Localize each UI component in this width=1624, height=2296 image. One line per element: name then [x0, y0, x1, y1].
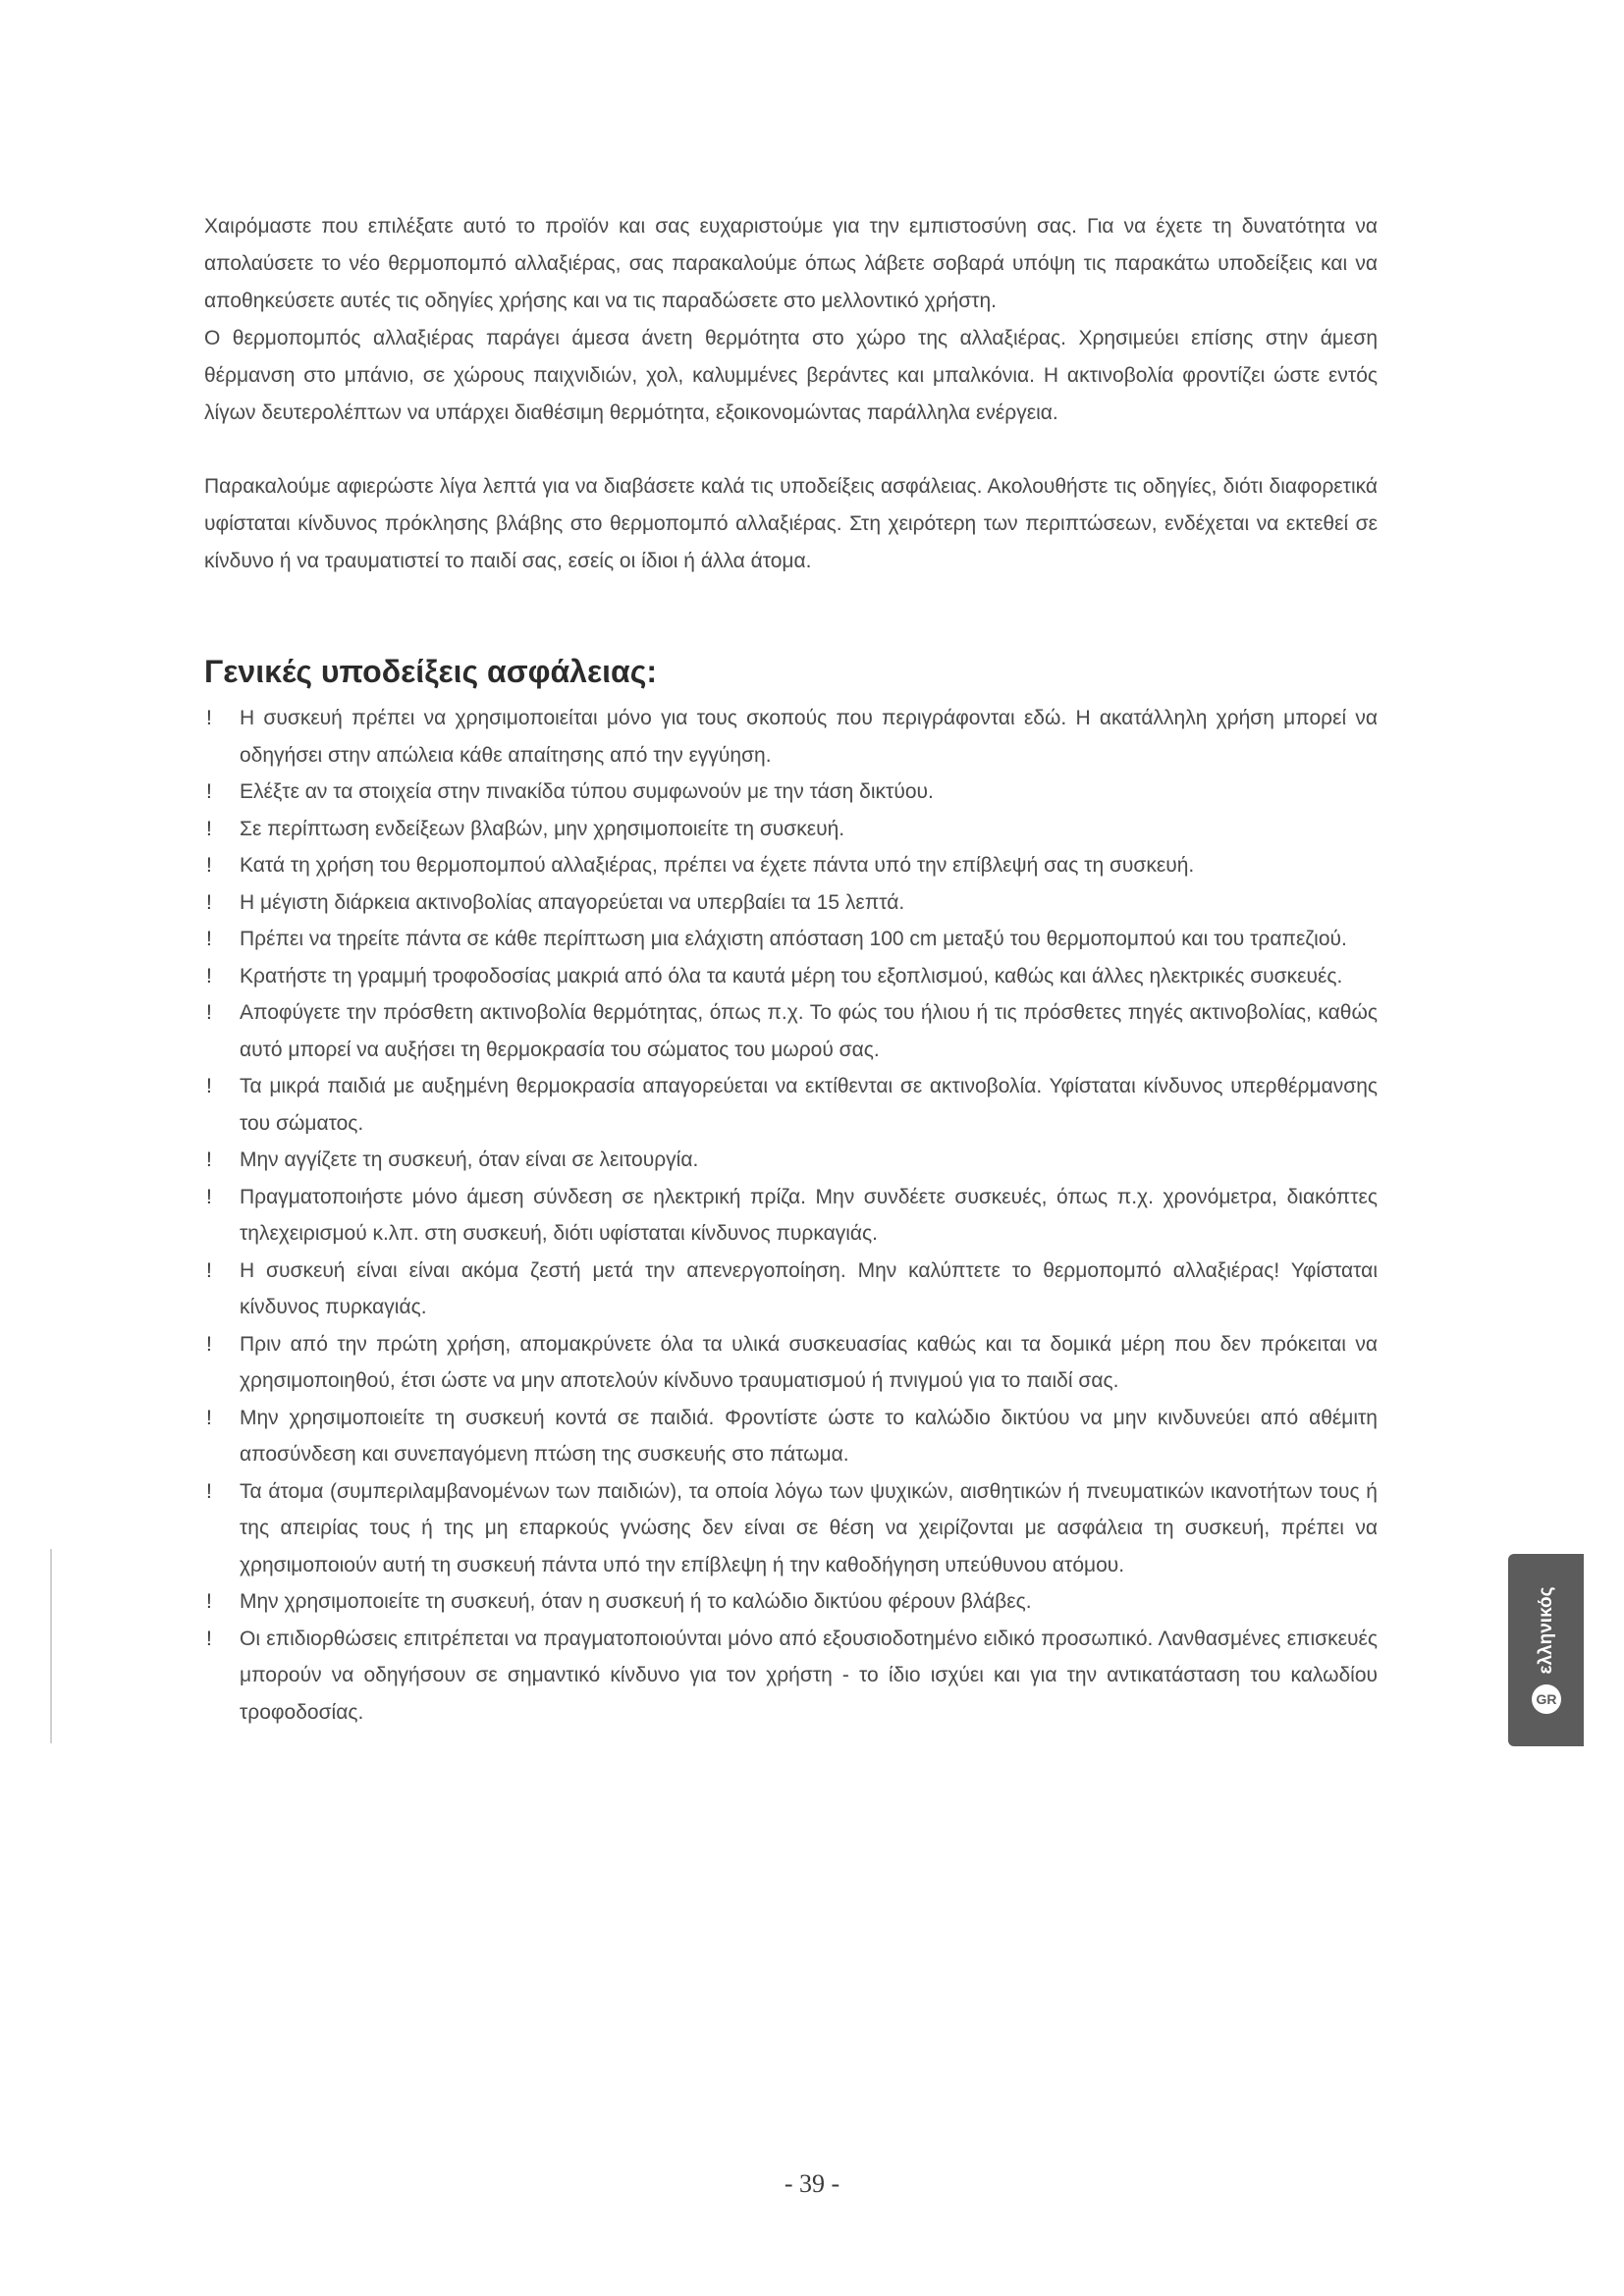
exclamation-icon: ! — [206, 1627, 212, 1650]
page-number: - 39 - — [784, 2169, 840, 2198]
exclamation-icon: ! — [206, 817, 212, 840]
safety-item — [204, 847, 1378, 884]
exclamation-icon: ! — [206, 854, 212, 877]
safety-heading: Γενικές υποδείξεις ασφάλειας: — [204, 654, 658, 689]
exclamation-icon: ! — [206, 780, 212, 803]
exclamation-icon: ! — [206, 964, 212, 988]
exclamation-icon: ! — [206, 1258, 212, 1282]
exclamation-icon: ! — [206, 1332, 212, 1356]
exclamation-icon: ! — [206, 1185, 212, 1208]
safety-item — [204, 811, 1378, 848]
safety-item-text: Κατά τη χρήση του θερμοπομπού αλλαξιέρας, πρέπει να έχετε πάντα υπό την επίβλεψή σας τη συσκευή. — [240, 854, 1195, 877]
intro-paragraph-3: Παρακαλούμε αφιερώστε λίγα λεπτά για να διαβάσετε καλά τις υποδείξεις ασφάλειας. Ακολουθήστε τις οδηγίες, διότι διαφορετικά υφίσταται κίνδυνος πρόκλησης βλάβης στο θερμοπομπό αλλαξιέρας. Στη χειρότερη των περιπτώσεων, ενδέχεται να εκτεθεί σε κίνδυνο ή να τραυματιστεί το παιδί σας, εσείς οι ίδιοι ή άλλα άτομα. — [204, 475, 1378, 572]
language-code-badge: GR — [1532, 1684, 1561, 1714]
safety-item-text: Τα μικρά παιδιά με αυξημένη θερμοκρασία απαγορεύεται να εκτίθενται σε ακτινοβολία. Υφίσταται κίνδυνος υπερθέρμανσης του σώματος. — [240, 1075, 1378, 1135]
safety-item-text: Πραγματοποιήστε μόνο άμεση σύνδεση σε ηλεκτρική πρίζα. Μην συνδέετε συσκευές, όπως π.χ. χρονόμετρα, διακόπτες τηλεχειρισμού κ.λπ. στη συσκευή, διότι υφίσταται κίνδυνος πυρκαγιάς. — [240, 1185, 1378, 1245]
intro-paragraph-2: Ο θερμοπομπός αλλαξιέρας παράγει άμεσα άνετη θερμότητα στο χώρο της αλλαξιέρας. Χρησιμεύει επίσης στην άμεση θέρμανση στο μπάνιο, σε χώρους παιχνιδιών, χολ, καλυμμένες βεράντες και μπαλκόνια. Η ακτινοβολία φροντίζει ώστε εντός λίγων δευτερολέπτων να υπάρχει διαθέσιμη θερμότητα, εξοικονομώντας παράλληλα ενέργεια. — [204, 327, 1378, 424]
safety-item-text: Μην αγγίζετε τη συσκευή, όταν είναι σε λειτουργία. — [240, 1148, 699, 1171]
intro-section — [204, 208, 1378, 580]
safety-item — [204, 700, 1378, 774]
safety-item-text: Η συσκευή πρέπει να χρησιμοποιείται μόνο για τους σκοπούς που περιγράφονται εδώ. Η ακατάλληλη χρήση μπορεί να οδηγήσει στην απώλεια κάθε απαίτησης από την εγγύηση. — [240, 707, 1378, 767]
safety-item — [204, 1253, 1378, 1326]
safety-item-text: Μην χρησιμοποιείτε τη συσκευή κοντά σε παιδιά. Φροντίστε ώστε το καλώδιο δικτύου να μην κινδυνεύει από αθέμιτη αποσύνδεση και συνεπαγόμενη πτώση της συσκευής στο πάτωμα. — [240, 1406, 1378, 1466]
exclamation-icon: ! — [206, 890, 212, 914]
safety-item — [204, 1068, 1378, 1142]
safety-item — [204, 1621, 1378, 1732]
safety-item — [204, 1400, 1378, 1473]
exclamation-icon: ! — [206, 1001, 212, 1024]
exclamation-icon: ! — [206, 1075, 212, 1097]
safety-item-text: Πριν από την πρώτη χρήση, απομακρύνετε όλα τα υλικά συσκευασίας καθώς και τα δομικά μέρη που δεν πρόκειται να χρησιμοποιηθού, έτσι ώστε να μην αποτελούν κίνδυνο τραυματισμού ή πνιγμού για το παιδί σας. — [240, 1332, 1378, 1392]
safety-item-text: Σε περίπτωση ενδείξεων βλαβών, μην χρησιμοποιείτε τη συσκευή. — [240, 817, 845, 840]
safety-item-text: Η συσκευή είναι είναι ακόμα ζεστή μετά την απενεργοποίηση. Μην καλύπτετε το θερμοπομπό αλλαξιέρας! Υφίσταται κίνδυνος πυρκαγιάς. — [240, 1258, 1378, 1318]
safety-item — [204, 1142, 1378, 1179]
language-name: ελληνικός — [1535, 1586, 1556, 1675]
safety-item — [204, 1583, 1378, 1621]
left-margin-rule — [50, 1549, 52, 1743]
language-tab-content — [1525, 1557, 1568, 1743]
safety-item-text: Ελέξτε αν τα στοιχεία στην πινακίδα τύπου συμφωνούν με την τάση δικτύου. — [240, 780, 934, 803]
safety-item-text: Πρέπει να τηρείτε πάντα σε κάθε περίπτωση μια ελάχιστη απόσταση 100 cm μεταξύ του θερμοπομπού και του τραπεζιού. — [240, 928, 1347, 950]
safety-item — [204, 774, 1378, 811]
safety-item — [204, 921, 1378, 958]
safety-item-text: Η μέγιστη διάρκεια ακτινοβολίας απαγορεύεται να υπερβαίει τα 15 λεπτά. — [240, 890, 905, 914]
safety-item-text: Μην χρησιμοποιείτε τη συσκευή, όταν η συσκευή ή το καλώδιο δικτύου φέρουν βλάβες. — [240, 1590, 1032, 1613]
safety-item — [204, 1473, 1378, 1584]
exclamation-icon: ! — [206, 1148, 212, 1171]
exclamation-icon: ! — [206, 1479, 212, 1503]
safety-item — [204, 1179, 1378, 1253]
safety-list — [204, 700, 1378, 1731]
exclamation-icon: ! — [206, 1590, 212, 1613]
exclamation-icon: ! — [206, 928, 212, 950]
safety-item-text: Οι επιδιορθώσεις επιτρέπεται να πραγματοποιούνται μόνο από εξουσιοδοτημένο ειδικό προσωπικό. Λανθασμένες επισκευές μπορούν να οδηγήσουν σε σημαντικό κίνδυνο για τον χρήστη - το ίδιο ισχύει και για την αντικατάσταση του καλωδίου τροφοδοσίας. — [240, 1627, 1378, 1724]
safety-item-text: Αποφύγετε την πρόσθετη ακτινοβολία θερμότητας, όπως π.χ. Το φώς του ήλιου ή τις πρόσθετες πηγές ακτινοβολίας, καθώς αυτό μπορεί να αυξήσει τη θερμοκρασία του σώματος του μωρού σας. — [240, 1001, 1378, 1061]
safety-item — [204, 884, 1378, 922]
safety-item-text: Τα άτομα (συμπεριλαμβανομένων των παιδιών), τα οποία λόγω των ψυχικών, αισθητικών ή πνευματικών ικανοτήτων τους ή της απειρίας τους ή της μη επαρκούς γνώσης δεν είναι σε θέση να χειρίζονται με ασφάλεια τη συσκευή, πρέπει να χρησιμοποιούν αυτή τη συσκευή πάντα υπό την επίβλεψη ή την καθοδήγηση υπεύθυνου ατόμου. — [240, 1479, 1378, 1576]
safety-item — [204, 958, 1378, 995]
language-tab — [1508, 1554, 1584, 1746]
page-content — [204, 208, 1378, 1731]
exclamation-icon: ! — [206, 1406, 212, 1429]
safety-item — [204, 1326, 1378, 1400]
exclamation-icon: ! — [206, 707, 212, 729]
intro-paragraph-1: Χαιρόμαστε που επιλέξατε αυτό το προϊόν και σας ευχαριστούμε για την εμπιστοσύνη σας. Για να έχετε τη δυνατότητα να απολαύσετε το νέο θερμοπομπό αλλαξιέρας, σας παρακαλούμε όπως λάβετε σοβαρά υπόψη τις παρακάτω υποδείξεις και να αποθηκεύσετε αυτές τις οδηγίες χρήσης και να τις παραδώσετε στο μελλοντικό χρήστη. — [204, 215, 1378, 312]
safety-item-text: Κρατήστε τη γραμμή τροφοδοσίας μακριά από όλα τα καυτά μέρη του εξοπλισμού, καθώς και άλλες ηλεκτρικές συσκευές. — [240, 964, 1343, 988]
safety-item — [204, 994, 1378, 1068]
